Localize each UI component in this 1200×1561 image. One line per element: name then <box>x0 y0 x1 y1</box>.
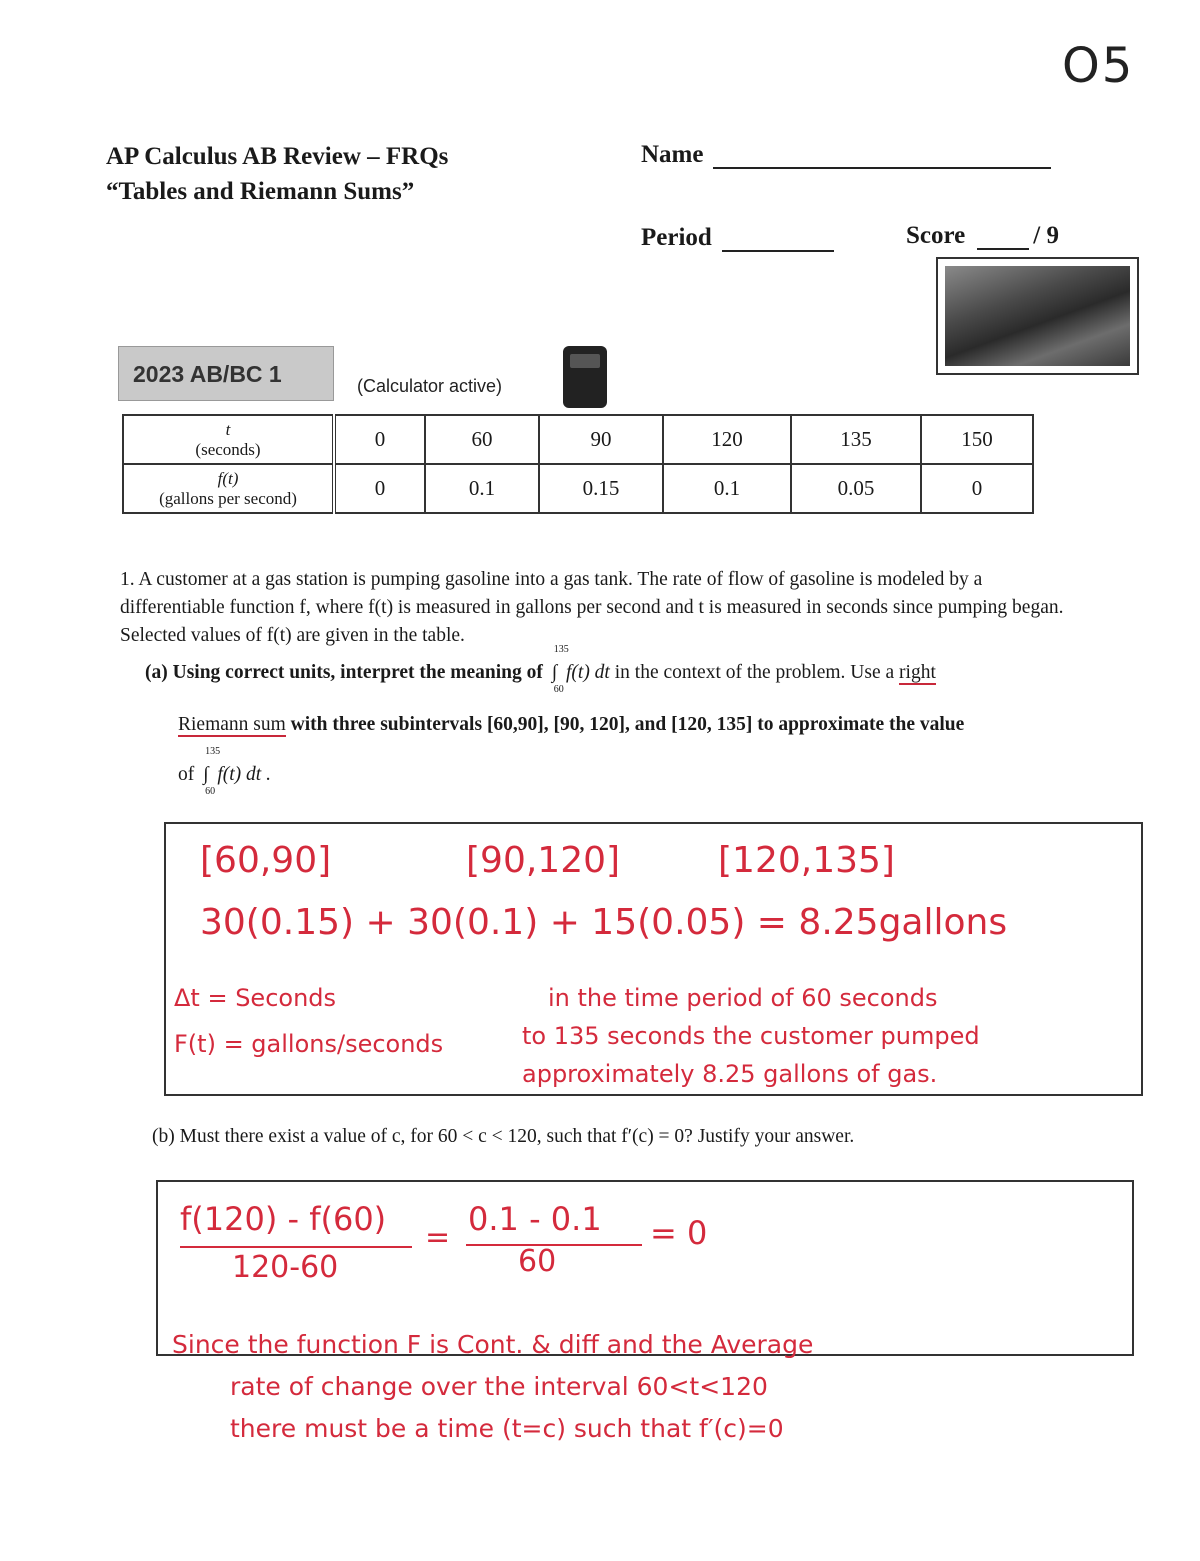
title-line-1: AP Calculus AB Review – FRQs <box>106 143 449 170</box>
table-cell: 135 <box>791 415 921 464</box>
table-cell: 0 <box>921 464 1033 513</box>
table-row <box>123 464 1033 513</box>
hw-units-2: F(t) = gallons/seconds <box>174 1030 444 1058</box>
hw-frac1-den: 120-60 <box>232 1250 339 1285</box>
values-table <box>122 414 1034 514</box>
hw-interp-3: approximately 8.25 gallons of gas. <box>522 1060 938 1088</box>
hw-sum-line: 30(0.15) + 30(0.1) + 15(0.05) = 8.25gallons <box>200 902 1008 943</box>
hw-interp-2: to 135 seconds the customer pumped <box>522 1022 980 1050</box>
integral-symbol: ∫ 135 60 <box>203 746 221 797</box>
hw-frac1-num: f(120) - f(60) <box>180 1200 387 1238</box>
hw-interval-2: [90,120] <box>466 840 621 881</box>
hw-justify-1: Since the function F is Cont. & diff and the Average <box>172 1330 814 1359</box>
part-b-question: (b) Must there exist a value of c, for 60 < c < 120, such that f′(c) = 0? Justify your answer. <box>152 1126 855 1147</box>
table-row <box>123 415 1033 464</box>
calculator-icon <box>563 346 607 408</box>
row-header-f: f(t) (gallons per second) <box>123 464 334 513</box>
part-a-line2: Riemann sum with three subintervals [60,90], [90, 120], and [120, 135] to approximate the value <box>178 714 965 735</box>
period-label: Period <box>641 224 712 251</box>
corner-number: O5 <box>1062 38 1135 94</box>
row-header-t: t (seconds) <box>123 415 334 464</box>
name-blank <box>713 149 1051 169</box>
table-cell: 60 <box>425 415 539 464</box>
part-a-line1: (a) Using correct units, interpret the meaning of ∫ 135 60 f(t) dt in the context of the problem. Use a right <box>145 644 936 695</box>
score-blank <box>977 230 1029 250</box>
table-cell: 0.05 <box>791 464 921 513</box>
table-cell: 0.15 <box>539 464 663 513</box>
score-total: / 9 <box>1033 222 1059 249</box>
integral-symbol: ∫ 135 60 <box>551 644 569 695</box>
problem-intro: 1. A customer at a gas station is pumping gasoline into a gas tank. The rate of flow of gasoline is modeled by a differentiable function f, where f(t) is measured in gallons per second and t is measured in seconds since pumping began. Selected values of f(t) are given in the table. <box>120 569 1064 646</box>
table-cell: 120 <box>663 415 791 464</box>
name-field <box>641 141 1051 169</box>
hw-equals: = <box>425 1220 451 1255</box>
table-cell: 0.1 <box>663 464 791 513</box>
part-a-line3: of ∫ 135 60 f(t) dt . <box>178 746 271 797</box>
exam-badge: 2023 AB/BC 1 <box>118 346 334 401</box>
table-cell: 150 <box>921 415 1033 464</box>
hw-units-1: Δt = Seconds <box>174 984 337 1012</box>
calculator-note: (Calculator active) <box>357 376 503 396</box>
table-cell: 90 <box>539 415 663 464</box>
score-field <box>906 222 1059 250</box>
score-label: Score <box>906 222 966 249</box>
hw-interval-1: [60,90] <box>200 840 332 881</box>
hw-frac2-num: 0.1 - 0.1 <box>468 1200 602 1238</box>
hw-frac1-bar <box>180 1246 412 1248</box>
hw-justify-3: there must be a time (t=c) such that f′(c)=0 <box>230 1414 784 1443</box>
hw-justify-2: rate of change over the interval 60<t<120 <box>230 1372 768 1401</box>
hw-result: = 0 <box>650 1214 708 1252</box>
hw-interp-1: in the time period of 60 seconds <box>548 984 938 1012</box>
title-line-2: “Tables and Riemann Sums” <box>106 178 415 205</box>
table-cell: 0.1 <box>425 464 539 513</box>
table-cell: 0 <box>334 464 425 513</box>
table-cell: 0 <box>334 415 425 464</box>
period-field <box>641 224 834 252</box>
period-blank <box>722 232 834 252</box>
name-label: Name <box>641 141 704 168</box>
hw-interval-3: [120,135] <box>718 840 895 881</box>
decorative-photo <box>936 257 1139 375</box>
hw-frac2-den: 60 <box>518 1244 557 1279</box>
